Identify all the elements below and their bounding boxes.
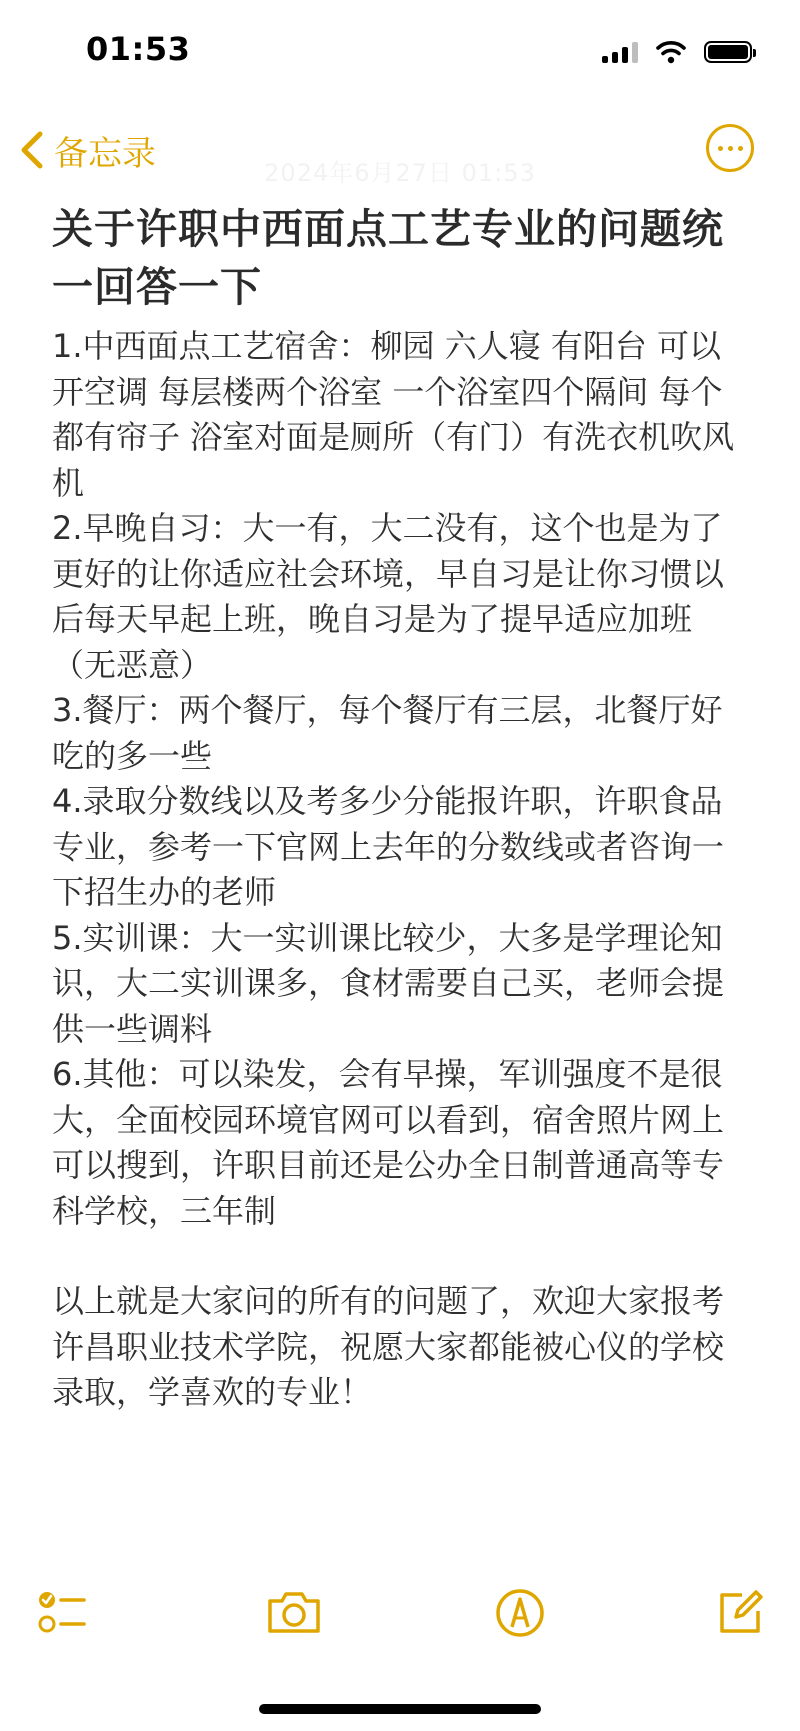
back-label: 备忘录 xyxy=(54,133,156,174)
note-paragraph-1: 1.中西面点工艺宿舍：柳园 六人寝 有阳台 可以开空调 每层楼两个浴室 一个浴室四个隔间 每个都有帘子 浴室对面是厕所（有门）有洗衣机吹风机 xyxy=(52,327,735,502)
compose-icon xyxy=(712,1585,768,1641)
status-icons xyxy=(602,36,752,68)
markup-button[interactable] xyxy=(492,1585,548,1641)
note-content[interactable] xyxy=(52,200,752,1416)
ellipsis-circle-icon xyxy=(718,146,723,151)
compose-button[interactable] xyxy=(712,1585,768,1641)
wifi-icon xyxy=(656,40,686,64)
checklist-icon xyxy=(36,1585,92,1641)
checklist-button[interactable] xyxy=(36,1585,92,1641)
battery-icon xyxy=(704,41,752,63)
markup-pen-icon xyxy=(492,1585,548,1641)
note-paragraph-3: 3.餐厅：两个餐厅，每个餐厅有三层，北餐厅好吃的多一些 xyxy=(52,691,723,775)
note-title: 关于许职中西面点工艺专业的问题统一回答一下 xyxy=(52,205,724,311)
note-paragraph-2: 2.早晚自习：大一有，大二没有，这个也是为了更好的让你适应社会环境，早自习是让你习惯以后每天早起上班，晚自习是为了提早适应加班（无恶意） xyxy=(52,509,725,684)
status-bar xyxy=(0,0,800,100)
bottom-toolbar xyxy=(0,1585,800,1655)
note-date: 2024年6月27日 01:53 xyxy=(264,159,536,187)
camera-icon xyxy=(264,1585,324,1641)
cellular-signal-icon xyxy=(602,41,638,63)
note-closing: 以上就是大家问的所有的问题了，欢迎大家报考许昌职业技术学院，祝愿大家都能被心仪的学校录取，学喜欢的专业！ xyxy=(52,1282,725,1411)
note-paragraph-4: 4.录取分数线以及考多少分能报许职，许职食品专业，参考一下官网上去年的分数线或者咨询一下招生办的老师 xyxy=(52,782,725,911)
note-body xyxy=(52,324,752,1416)
paragraph-spacer xyxy=(52,1234,752,1279)
status-time: 01:53 xyxy=(86,30,191,68)
camera-button[interactable] xyxy=(264,1585,324,1641)
note-paragraph-6: 6.其他：可以染发，会有早操，军训强度不是很大，全面校园环境官网可以看到，宿舍照片网上可以搜到，许职目前还是公办全日制普通高等专科学校，三年制 xyxy=(52,1055,725,1230)
note-paragraph-5: 5.实训课：大一实训课比较少，大多是学理论知识，大二实训课多，食材需要自己买，老师会提供一些调料 xyxy=(52,918,725,1048)
home-indicator[interactable] xyxy=(259,1704,541,1714)
